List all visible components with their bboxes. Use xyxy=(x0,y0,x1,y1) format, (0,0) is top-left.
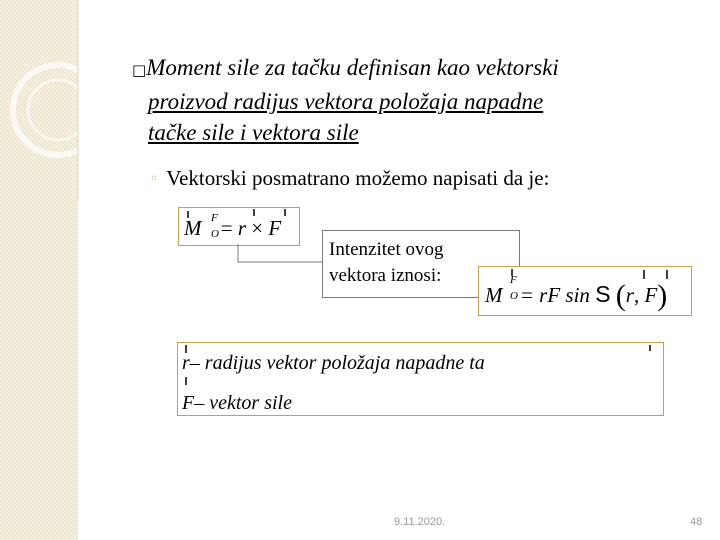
footer-page-number: 48 xyxy=(690,516,703,528)
footer-date: 9.11.2020. xyxy=(394,516,446,528)
formula-moment: M F O = r × F xyxy=(184,212,282,240)
formula-moment-box xyxy=(178,207,300,246)
sub-bullet-text: Vektorski posmatrano možemo napisati da je: xyxy=(166,166,550,190)
bullet-icon: □ xyxy=(132,61,147,79)
main-bullet-line3: tačke sile i vektora sile xyxy=(148,120,359,145)
intensity-line1: Intenzitet ovog xyxy=(329,239,444,260)
definitions-box xyxy=(177,342,664,416)
intensity-line2: vektora iznosi: xyxy=(329,265,442,286)
sub-bullet xyxy=(150,166,549,191)
sub-bullet-marker: ◦ xyxy=(150,171,159,187)
connector-line xyxy=(230,244,330,274)
formula-intensity-box xyxy=(478,266,692,316)
definition-force: F– vektor sile xyxy=(182,392,292,414)
main-bullet xyxy=(132,52,692,148)
main-bullet-line1: Moment sile za tačku definisan kao vektorski xyxy=(146,55,559,80)
main-bullet-line2: proizvod radijus vektora položaja napadne xyxy=(148,89,544,114)
formula-intensity: M F O = rF sin S (r, F) xyxy=(485,274,668,312)
definition-radius: r– radijus vektor položaja napadne ta xyxy=(182,352,485,374)
